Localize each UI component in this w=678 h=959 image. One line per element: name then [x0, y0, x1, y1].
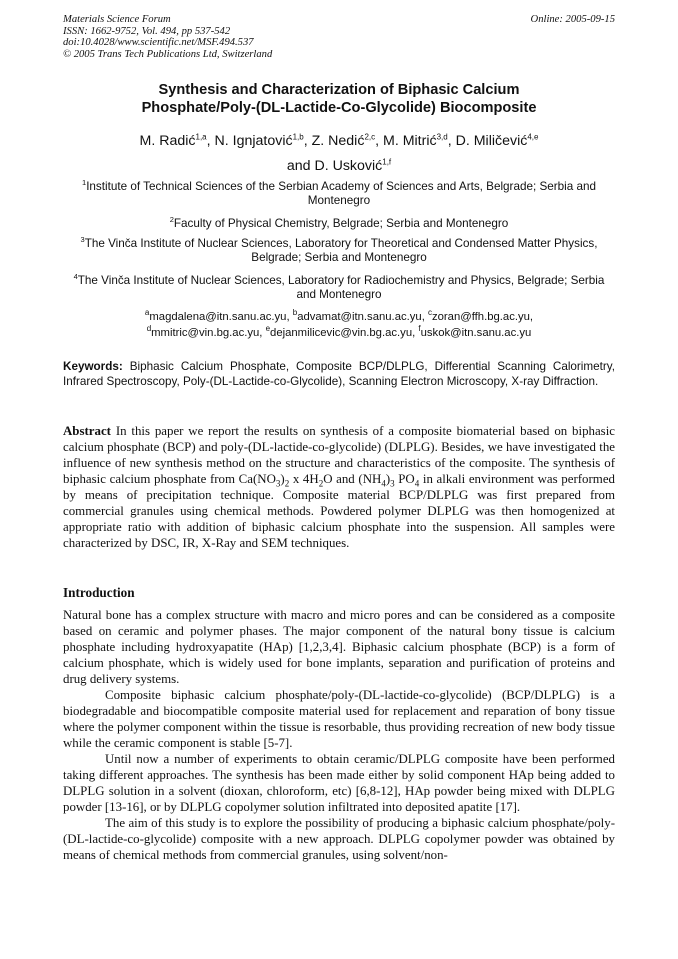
author-sup: 1,f	[382, 157, 392, 167]
author-separator: ,	[303, 133, 312, 149]
email-sup: d	[146, 324, 152, 334]
abstract-text: In this paper we report the results on synthesis of a composite biomaterial based on biphasic calcium phosphate (BCP) and poly-(DL-lactide-co-glycolide) (DLPLG). Besides, we have investigated the influence of new synthesis method on the structure and characteristics of the composite. The synthesis of biphasic calcium phosphate from Ca(NO	[63, 424, 615, 486]
paragraph: Composite biphasic calcium phosphate/poly-(DL-lactide-co-glycolide) (BCP/DLPLG) is a biodegradable and biocompatible composite material used for replacement and reparation of bony tissue where the polymer component within the tissue is resorbable, thus providing recreation of new body tissue while the ceramic component is stable [5-7].	[63, 688, 615, 750]
paragraph: Until now a number of experiments to obtain ceramic/DLPLG composite have been performed taking different approaches. The synthesis has been made either by solid component HAp being added to DLPLG solution in a solvent (dioxan, chloroform, etc) [6,8-12], HAp powder being mixed with DLPLG powder [13-16], or by DLPLG copolymer solution infiltrated into deposited apatite [17].	[63, 752, 615, 814]
subscript: 4	[381, 478, 386, 489]
subscript: 3	[390, 478, 395, 489]
affiliation-text: The Vinča Institute of Nuclear Sciences, Laboratory for Radiochemistry and Physics, Belgrade; Serbia and Montenegro	[77, 274, 605, 302]
paper-title	[63, 82, 615, 117]
author-sup: 3,d	[436, 132, 448, 142]
online-date: Online: 2005-09-15	[530, 14, 615, 25]
affiliation-text: The Vinča Institute of Nuclear Sciences, Laboratory for Theoretical and Condensed Matter Physics, Belgrade; Serbia and Montenegro	[84, 237, 598, 265]
affiliation-number: 4	[73, 272, 78, 282]
affiliation-text: Institute of Technical Sciences of the Serbian Academy of Sciences and Arts, Belgrade; Serbia and Montenegro	[86, 180, 596, 208]
author: N. Ignjatović	[214, 133, 293, 149]
affiliation-text: Faculty of Physical Chemistry, Belgrade; Serbia and Montenegro	[173, 217, 509, 230]
email-link[interactable]: zoran@ffh.bg.ac.yu	[431, 311, 530, 323]
abstract-text: PO	[394, 472, 415, 486]
email-sup: e	[265, 324, 271, 334]
author-sup: 4,e	[527, 132, 539, 142]
email-line-1: $^a$magdalena@itn.sanu.ac.yu, $^b$advamat@itn.sanu.ac.yu, $^c$zoran@ffh.bg.ac.yu,	[144, 308, 534, 323]
keywords-label: Keywords:	[63, 360, 123, 373]
author-sup: 2,c	[364, 132, 376, 142]
author-line-1	[63, 129, 615, 154]
journal-name: Materials Science Forum	[63, 14, 171, 25]
author-separator: ,	[206, 133, 215, 149]
author-separator: ,	[375, 133, 383, 149]
abstract-text: in alkali environment was performed by means of precipitation technique. Composite material BCP/DLPLG was first prepared from commercial granules using chemical methods. Powdered polymer DLPLG was then homogenized at appropriate ratio with addition of biphasic calcium phosphate into the suspension. All samples were characterized by DSC, IR, X-Ray and SEM techniques.	[63, 472, 615, 550]
affiliation-number: 3	[80, 235, 85, 245]
paragraph: Natural bone has a complex structure with macro and micro pores and can be considered as a composite based on ceramic and polymer phases. The major component of the natural bony tissue is calcium phosphate including hydroxyapatite (HAp) [1,2,3,4]. Biphasic calcium phosphate (BCP) is a form of calcium phosphate, which is widely used for bone implants, separation and purification of proteins and drug delivery systems.	[63, 608, 615, 686]
affiliation-1	[63, 180, 615, 209]
author: M. Mitrić	[383, 133, 437, 149]
email-line-2: $^d$mmitric@vin.bg.ac.yu, $^e$dejanmilicevic@vin.bg.ac.yu, $^f$uskok@itn.sanu.ac.yu	[146, 324, 532, 339]
email-link[interactable]: magdalena@itn.sanu.ac.yu	[149, 311, 287, 323]
title-line-1: Synthesis and Characterization of Biphasic Calcium	[158, 82, 520, 98]
author-sup: 1,b	[292, 132, 304, 142]
email-link[interactable]: dejanmilicevic@vin.bg.ac.yu	[270, 327, 413, 339]
keywords	[63, 360, 615, 389]
abstract-text: )	[280, 472, 285, 486]
email-link[interactable]: uskok@itn.sanu.ac.yu	[420, 327, 532, 339]
affiliation-number: 2	[169, 215, 174, 225]
author: M. Radić	[139, 133, 196, 149]
author-list	[63, 129, 615, 179]
affiliation-2	[63, 217, 615, 231]
author: Z. Nedić	[311, 133, 365, 149]
subscript: 2	[318, 478, 324, 489]
email-sup: c	[427, 308, 432, 318]
keywords-text: Biphasic Calcium Phosphate, Composite BCP/DLPLG, Differential Scanning Calorimetry, Infrared Spectroscopy, Poly-(DL-Lactide-co-Glycolide), Scanning Electron Microscopy, X-ray Diffraction.	[63, 360, 615, 388]
section-heading: Introduction	[63, 585, 135, 600]
affiliation-number: 1	[82, 178, 87, 188]
subscript: 4	[414, 478, 420, 489]
email-sup: a	[144, 308, 150, 318]
author-line-2	[63, 154, 615, 179]
introduction-body	[63, 607, 615, 863]
copyright: © 2005 Trans Tech Publications Ltd, Switzerland	[63, 48, 273, 60]
issn: ISSN: 1662-9752, Vol. 494, pp 537-542	[63, 25, 231, 37]
subscript: 3	[275, 478, 281, 489]
title-line-2: Phosphate/Poly-(DL-Lactide-Co-Glycolide) Biocomposite	[141, 99, 537, 116]
email-sup: f	[418, 324, 421, 334]
email-sup: b	[292, 308, 298, 318]
abstract-text: )	[385, 472, 391, 486]
running-header	[63, 14, 615, 60]
abstract-text: O and (NH	[323, 472, 382, 486]
abstract-text: x 4H	[289, 472, 319, 486]
email-link[interactable]: advamat@itn.sanu.ac.yu	[297, 311, 422, 323]
author: D. Usković	[314, 158, 383, 174]
author: D. Miličević	[455, 133, 528, 149]
affiliation-3	[63, 237, 615, 266]
paragraph: The aim of this study is to explore the possibility of producing a biphasic calcium phosphate/poly-(DL-lactide-co-glycolide) composite with a new approach. DLPLG copolymer powder was obtained by means of chemical methods from commercial granules, using solvent/non-	[63, 816, 615, 862]
author-sup: 1,a	[195, 132, 207, 142]
abstract	[63, 423, 615, 551]
email-list	[63, 309, 615, 341]
author-and: and	[286, 158, 315, 174]
author-separator: ,	[447, 133, 456, 149]
doi: doi:10.4028/www.scientific.net/MSF.494.537	[63, 37, 254, 49]
abstract-label: Abstract	[63, 424, 111, 438]
subscript: 2	[284, 478, 290, 489]
affiliation-4	[63, 274, 615, 303]
email-link[interactable]: mmitric@vin.bg.ac.yu	[151, 327, 260, 339]
